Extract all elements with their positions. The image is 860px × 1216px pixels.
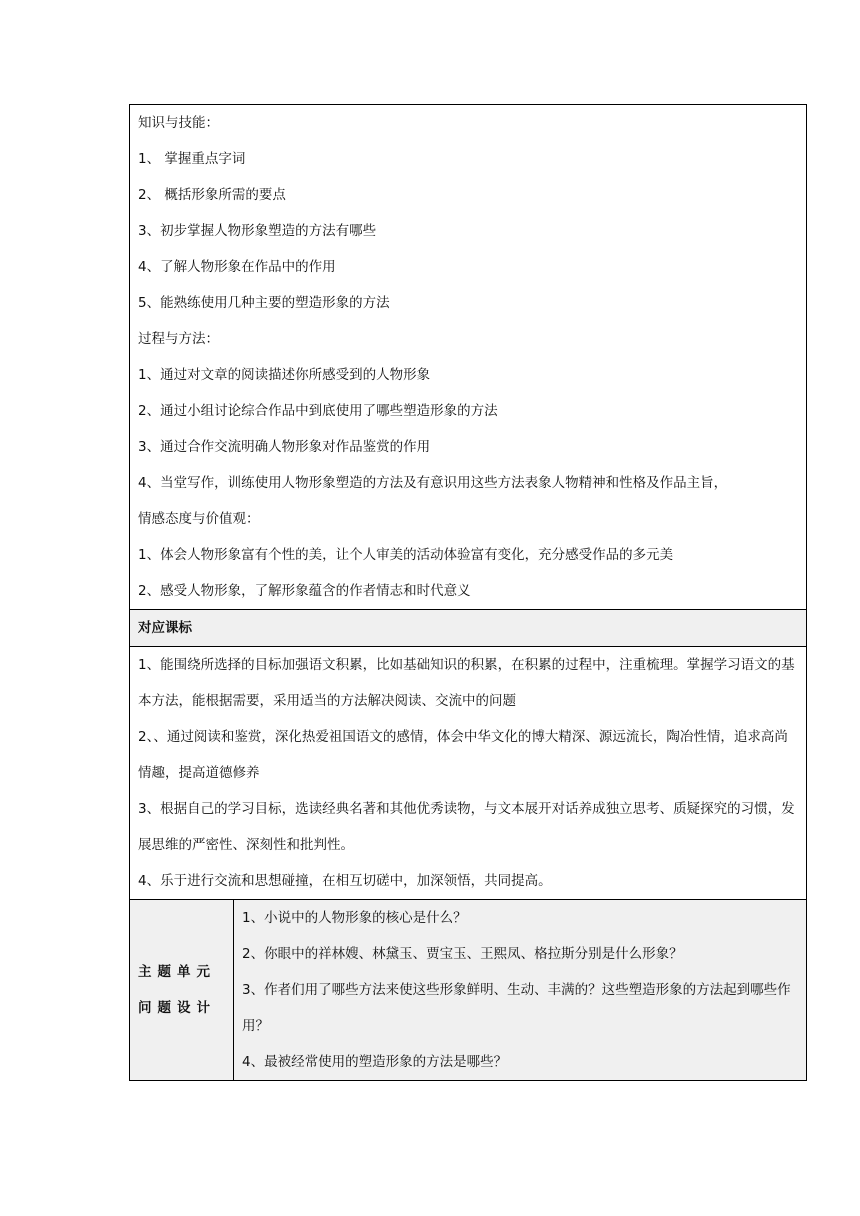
standard-item: 2、、通过阅读和鉴赏，深化热爱祖国语文的感情，体会中华文化的博大精深、源远流长，陶冶性情，追求高尚情趣，提高道德修养 <box>138 729 788 781</box>
standards-heading: 对应课标 <box>138 620 192 636</box>
process-item: 3、通过合作交流明确人物形象对作品鉴赏的作用 <box>138 439 431 455</box>
standards-heading-row <box>130 610 807 647</box>
emotion-heading: 情感态度与价值观： <box>138 511 260 527</box>
unit-questions-label-cell <box>130 900 234 1081</box>
knowledge-item: 2、 概括形象所需的要点 <box>138 187 286 203</box>
objectives-cell <box>130 105 807 610</box>
question-item: 4、最被经常使用的塑造形象的方法是哪些？ <box>242 1054 508 1070</box>
lesson-plan-table <box>129 104 807 1081</box>
standard-item: 1、能围绕所选择的目标加强语文积累，比如基础知识的积累，在积累的过程中，注重梳理。掌握学习语文的基本方法，能根据需要，采用适当的方法解决阅读、交流中的问题 <box>138 657 795 709</box>
process-heading: 过程与方法： <box>138 331 219 347</box>
question-item: 3、作者们用了哪些方法来使这些形象鲜明、生动、丰满的？这些塑造形象的方法起到哪些作用？ <box>242 982 791 1034</box>
unit-questions-row <box>130 900 807 1081</box>
process-item: 2、通过小组讨论综合作品中到底使用了哪些塑造形象的方法 <box>138 403 498 419</box>
knowledge-item: 1、 掌握重点字词 <box>138 151 246 167</box>
standard-item: 3、根据自己的学习目标，选读经典名著和其他优秀读物，与文本展开对话养成独立思考、质疑探究的习惯，发展思维的严密性、深刻性和批判性。 <box>138 801 795 853</box>
objectives-row <box>130 105 807 610</box>
standards-heading-cell <box>130 610 807 647</box>
emotion-item: 1、体会人物形象富有个性的美，让个人审美的活动体验富有变化，充分感受作品的多元美 <box>138 547 674 563</box>
knowledge-item: 4、了解人物形象在作品中的作用 <box>138 259 336 275</box>
standards-row <box>130 647 807 900</box>
emotion-item: 2、感受人物形象，了解形象蕴含的作者情志和时代意义 <box>138 583 471 599</box>
question-item: 1、小说中的人物形象的核心是什么？ <box>242 910 467 926</box>
unit-questions-cell <box>234 900 807 1081</box>
standard-item: 4、乐于进行交流和思想碰撞，在相互切磋中，加深领悟，共同提高。 <box>138 873 552 889</box>
unit-questions-label: 主题单元问题设计 <box>138 964 216 1016</box>
process-item: 4、当堂写作，训练使用人物形象塑造的方法及有意识用这些方法表象人物精神和性格及作品主旨， <box>138 475 728 491</box>
process-item: 1、通过对文章的阅读描述你所感受到的人物形象 <box>138 367 431 383</box>
knowledge-heading: 知识与技能： <box>138 115 219 131</box>
question-item: 2、你眼中的祥林嫂、林黛玉、贾宝玉、王熙凤、格拉斯分别是什么形象？ <box>242 946 683 962</box>
knowledge-item: 3、初步掌握人物形象塑造的方法有哪些 <box>138 223 377 239</box>
standards-cell <box>130 647 807 900</box>
knowledge-item: 5、能熟练使用几种主要的塑造形象的方法 <box>138 295 390 311</box>
